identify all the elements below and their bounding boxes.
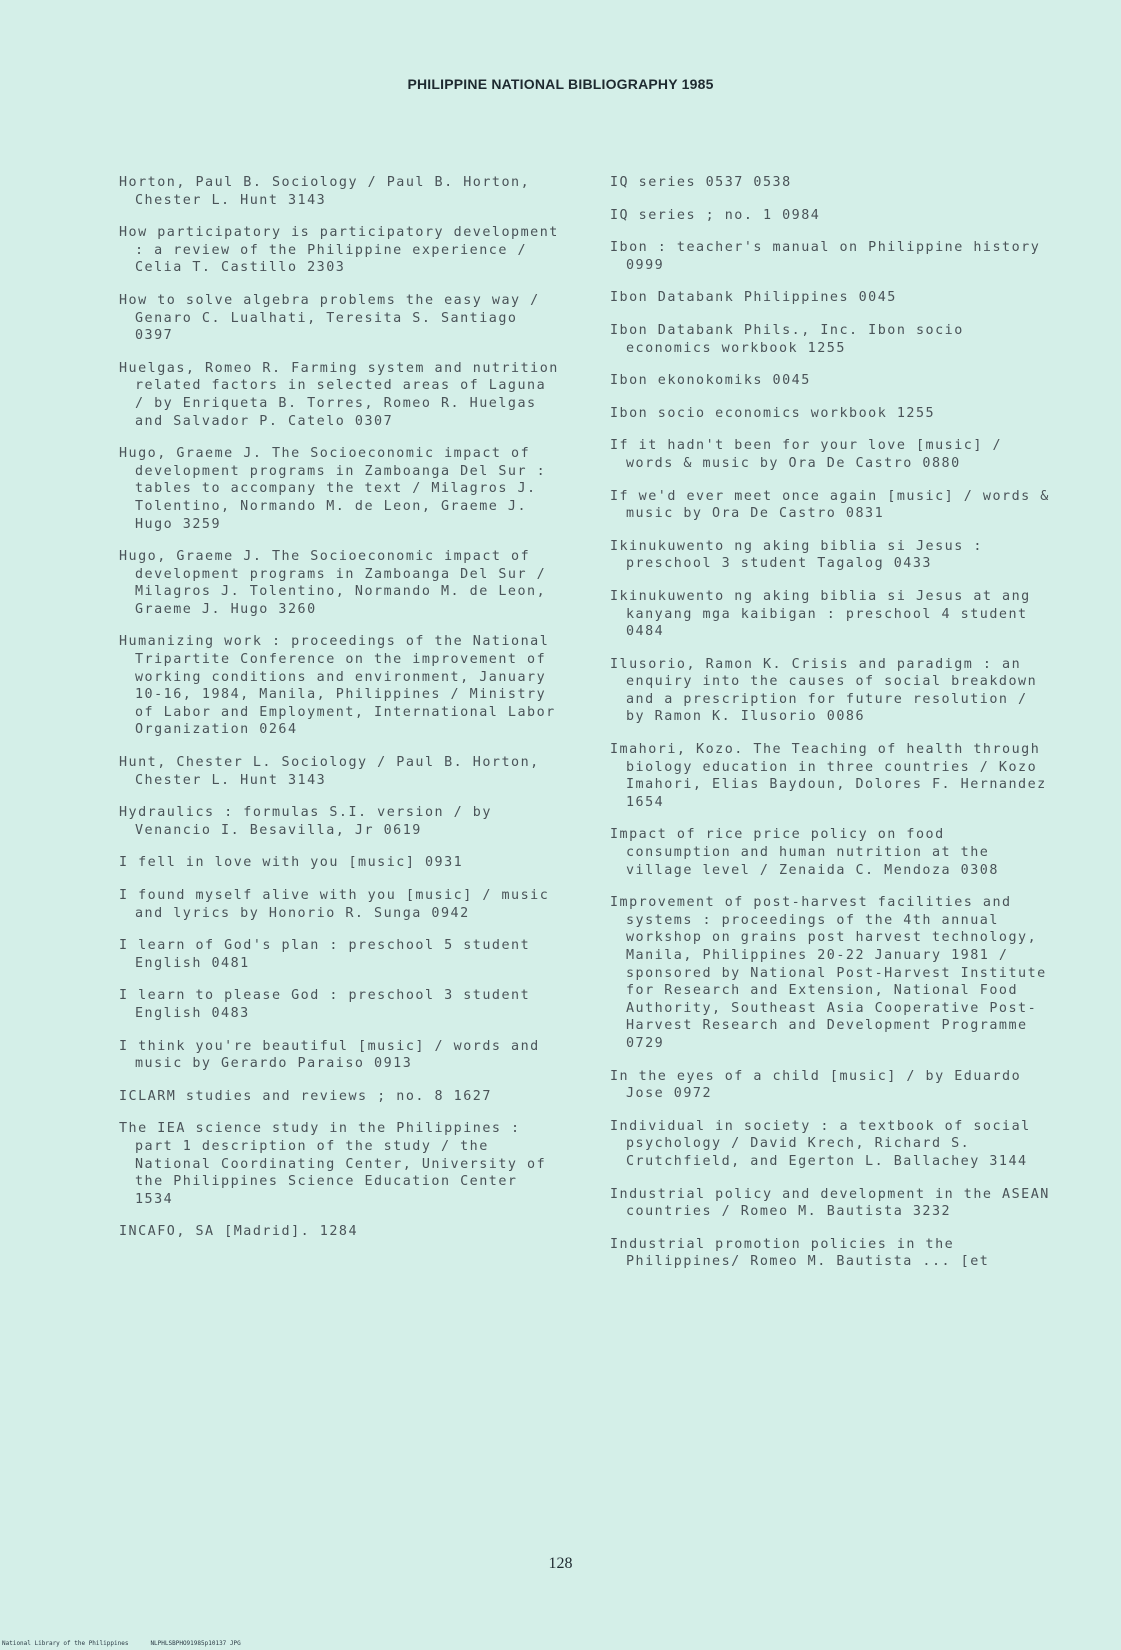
- bibliography-entry: Hydraulics : formulas S.I. version / by Venancio I. Besavilla, Jr 0619: [119, 805, 492, 838]
- bibliography-entry: Hugo, Graeme J. The Socioeconomic impact of development programs in Zamboanga Del Sur / Milagros J. Tolentino, Normando M. de Leon, Graeme J. Hugo 3260: [119, 549, 547, 617]
- bibliography-entry: Horton, Paul B. Sociology / Paul B. Horton, Chester L. Hunt 3143: [119, 175, 531, 208]
- bibliography-entry: Ibon Databank Philippines 0045: [610, 290, 897, 306]
- bibliography-entry: IQ series 0537 0538: [610, 175, 792, 190]
- bibliography-entry: Ibon Databank Phils., Inc. Ibon socio economics workbook 1255: [610, 322, 964, 356]
- bibliography-entry: The IEA science study in the Philippines : part 1 description of the study / the National Coordinating Center, University of the Philippines Science Education Center 1534: [119, 1121, 547, 1207]
- scan-credit: [2, 1640, 241, 1647]
- bibliography-entry: I fell in love with you [music] 0931: [119, 855, 464, 871]
- page-title: PHILIPPINE NATIONAL BIBLIOGRAPHY 1985: [407, 76, 714, 92]
- bibliography-entry: INCAFO, SA [Madrid]. 1284: [119, 1224, 359, 1240]
- bibliography-entry: I learn of God's plan : preschool 5 student English 0481: [119, 938, 531, 971]
- bibliography-entry: In the eyes of a child [music] / by Eduardo Jose 0972: [610, 1068, 1022, 1102]
- bibliography-entry: Ikinukuwento ng aking biblia si Jesus : preschool 3 student Tagalog 0433: [610, 538, 983, 572]
- bibliography-entry: How participatory is participatory development : a review of the Philippine experience / Celia T. Castillo 2303: [119, 225, 559, 276]
- page-number: 128: [548, 1555, 573, 1572]
- bibliography-entry: Impact of rice price policy on food consumption and human nutrition at the village level / Zenaida C. Mendoza 0308: [610, 827, 999, 878]
- bibliography-entry: Ibon : teacher's manual on Philippine history 0999: [610, 240, 1041, 273]
- bibliography-entry: Improvement of post-harvest facilities and systems : proceedings of the 4th annual workshop on grains post harvest technology, Manila, Philippines 20-22 January 1981 / sponsored by National Post-Harvest Institute for Research and Extension, National Food Authority, Southeast Asia Cooperative Post-Harvest Research and Development Programme 0729: [610, 895, 1047, 1051]
- bibliography-entry: ICLARM studies and reviews ; no. 8 1627: [119, 1088, 492, 1104]
- bibliography-entry: I think you're beautiful [music] / words and music by Gerardo Paraiso 0913: [119, 1038, 540, 1072]
- bibliography-entry: Industrial policy and development in the ASEAN countries / Romeo M. Bautista 3232: [610, 1186, 1050, 1220]
- bibliography-entry: I learn to please God : preschool 3 student English 0483: [119, 988, 531, 1021]
- library-name: National Library of the Philippines: [2, 1640, 129, 1647]
- bibliography-entry: How to solve algebra problems the easy way / Genaro C. Lualhati, Teresita S. Santiago 0397: [119, 292, 540, 344]
- bibliography-entry: If it hadn't been for your love [music] / words & music by Ora De Castro 0880: [610, 438, 1003, 471]
- bibliography-entry: If we'd ever meet once again [music] / words & music by Ora De Castro 0831: [610, 488, 1050, 522]
- bibliography-entry: Hunt, Chester L. Sociology / Paul B. Horton, Chester L. Hunt 3143: [119, 755, 540, 788]
- bibliography-entry: Huelgas, Romeo R. Farming system and nutrition related factors in selected areas of Laguna / by Enriqueta B. Torres, Romeo R. Huelgas and Salvador P. Catelo 0307: [119, 360, 559, 429]
- bibliography-entry: Ilusorio, Ramon K. Crisis and paradigm : an enquiry into the causes of social breakdown and a prescription for future resolution / by Ramon K. Ilusorio 0086: [610, 656, 1038, 725]
- bibliography-entry: Ikinukuwento ng aking biblia si Jesus at ang kanyang mga kaibigan : preschool 4 student 0484: [610, 588, 1031, 640]
- bibliography-entry: Ibon socio economics workbook 1255: [610, 405, 936, 421]
- bibliography-entry: Imahori, Kozo. The Teaching of health through biology education in three countries / Kozo Imahori, Elias Baydoun, Dolores F. Hernandez 1654: [610, 742, 1047, 810]
- scan-file-name: NLPHLSBPHO91985p10137 JPG: [150, 1640, 241, 1647]
- bibliography-entry: Hugo, Graeme J. The Socioeconomic impact of development programs in Zamboanga Del Sur : tables to accompany the text / Milagros J. Tolentino, Normando M. de Leon, Graeme J. Hugo 3259: [119, 446, 547, 532]
- right-column: [610, 174, 1055, 1286]
- bibliography-entry: Humanizing work : proceedings of the National Tripartite Conference on the improvement of working conditions and environment, January 10-16, 1984, Manila, Philippines / Ministry of Labor and Employment, International Labor Organization 0264: [119, 634, 556, 738]
- bibliography-entry: IQ series ; no. 1 0984: [610, 207, 821, 223]
- bibliography-entry: Individual in society : a textbook of social psychology / David Krech, Richard S. Crutchfield, and Egerton L. Ballachey 3144: [610, 1118, 1031, 1169]
- bibliography-entry: I found myself alive with you [music] / music and lyrics by Honorio R. Sunga 0942: [119, 888, 550, 921]
- bibliography-entry: Industrial promotion policies in the Philippines/ Romeo M. Bautista ... [et: [610, 1236, 990, 1270]
- bibliography-entry: Ibon ekonokomiks 0045: [610, 373, 811, 389]
- left-column: [119, 174, 564, 1256]
